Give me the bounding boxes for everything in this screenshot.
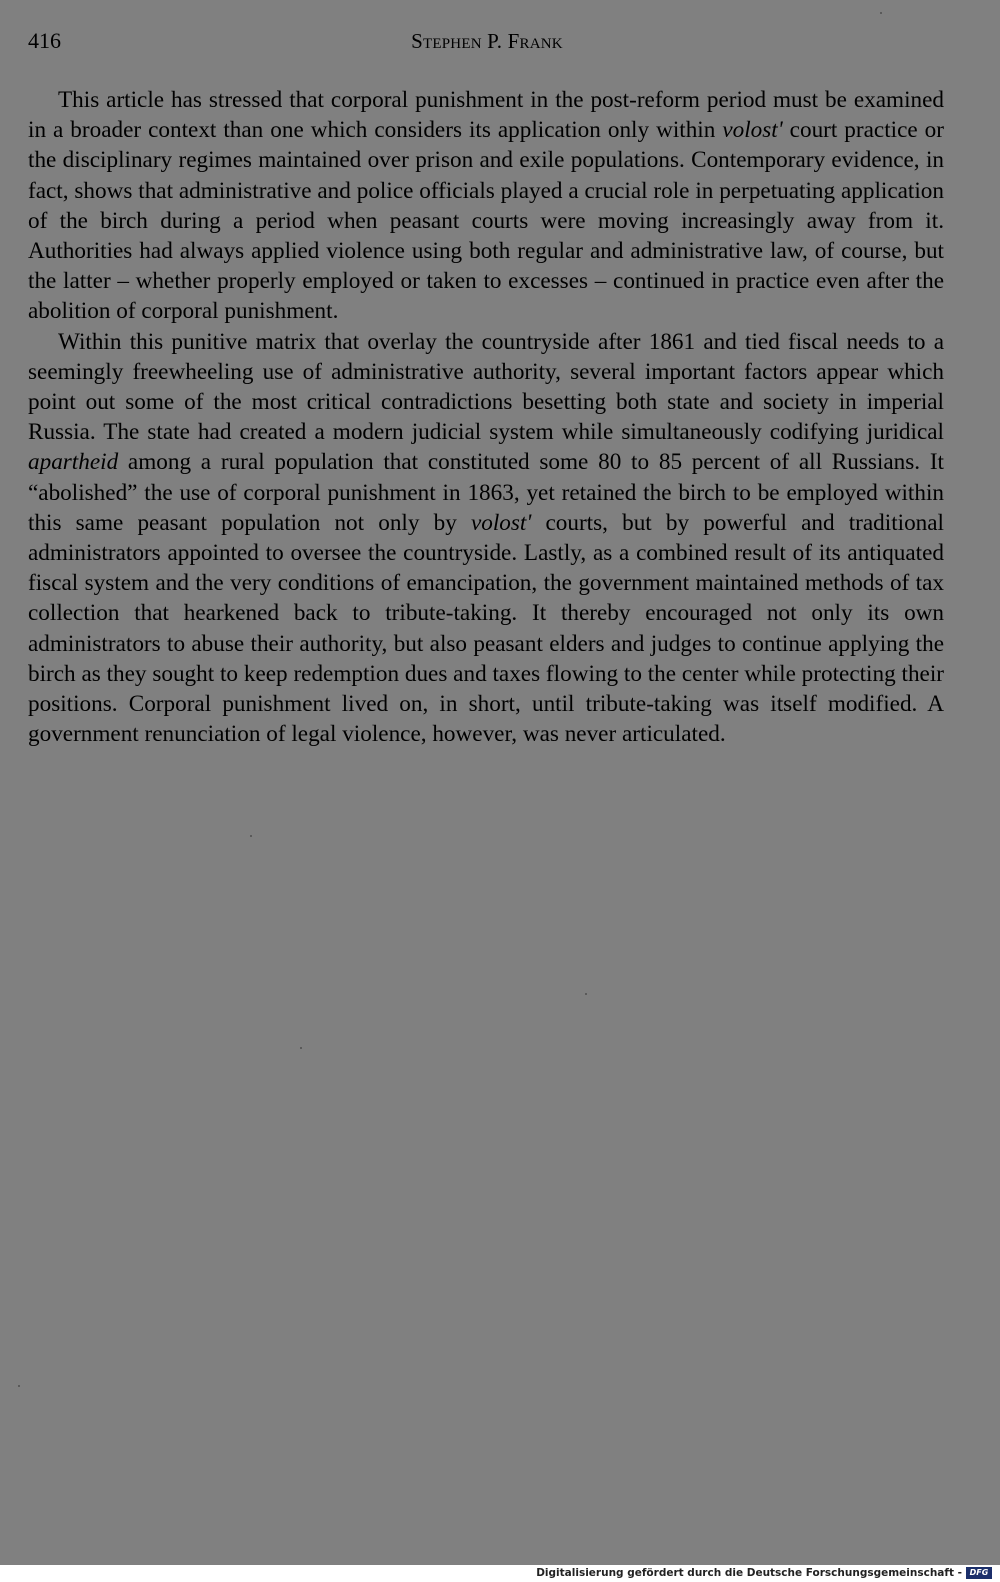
page-number: 416: [28, 28, 61, 53]
scan-speck: [585, 993, 587, 995]
running-head: Stephen P. Frank: [411, 29, 563, 53]
dfg-logo: DFG: [966, 1567, 992, 1579]
paragraph-1: [28, 85, 944, 327]
p1-text-2: court practice or the disciplinary regimes maintained over prison and exile populations. Contemporary evidence, in fact, shows that administrative and police officials played a crucial role in perpetuating application of the birch during a period when peasant courts were moving increasingly away from it. Authorities had always applied violence using both regular and administrative law, of course, but the latter – whether properly employed or taken to excesses – continued in practice even after the abolition of corporal punishment.: [28, 117, 944, 325]
p2-text-3: courts, but by powerful and traditional administrators appointed to oversee the countryside. Lastly, as a combined result of its antiquated fiscal system and the very conditions of emancipation, the government maintained methods of tax collection that hearkened back to tribute-taking. It thereby encouraged not only its own administrators to abuse their authority, but also peasant elders and judges to continue applying the birch as they sought to keep redemption dues and taxes flowing to the center while protecting their positions. Corporal punishment lived on, in short, until tribute-taking was itself modified. A government renunciation of legal violence, however, was never articulated.: [28, 509, 944, 748]
scan-speck: [18, 1385, 20, 1387]
digitization-credit: Digitalisierung gefördert durch die Deutsche Forschungsgemeinschaft -: [536, 1567, 962, 1579]
p2-text-1: Within this punitive matrix that overlay the countryside after 1861 and tied fiscal needs to a seemingly freewheeling use of administrative authority, several important factors appear which point out some of the most critical contradictions besetting both state and society in imperial Russia. The state had created a modern judicial system while simultaneously codifying juridical: [28, 328, 944, 446]
footer-bar: [0, 1565, 1000, 1582]
scan-speck: [880, 12, 882, 14]
p1-italic-volost: volost': [722, 117, 783, 144]
page-header: [28, 28, 946, 56]
body-text: [28, 85, 944, 749]
paragraph-2: [28, 327, 944, 750]
p2-italic-volost: volost': [470, 509, 532, 536]
scan-speck: [300, 1047, 302, 1049]
p2-text-2: among a rural population that constituted some 80 to 85 percent of all Russians. It “abolished” the use of corporal punishment in 1863, yet retained the birch to be employed within this same peasant population not only by: [28, 449, 944, 536]
p1-text-1: This article has stressed that corporal punishment in the post-reform period must be examined in a broader context than one which considers its application only within: [28, 87, 944, 144]
p2-italic-apartheid: apartheid: [28, 449, 119, 476]
scan-speck: [250, 835, 252, 837]
